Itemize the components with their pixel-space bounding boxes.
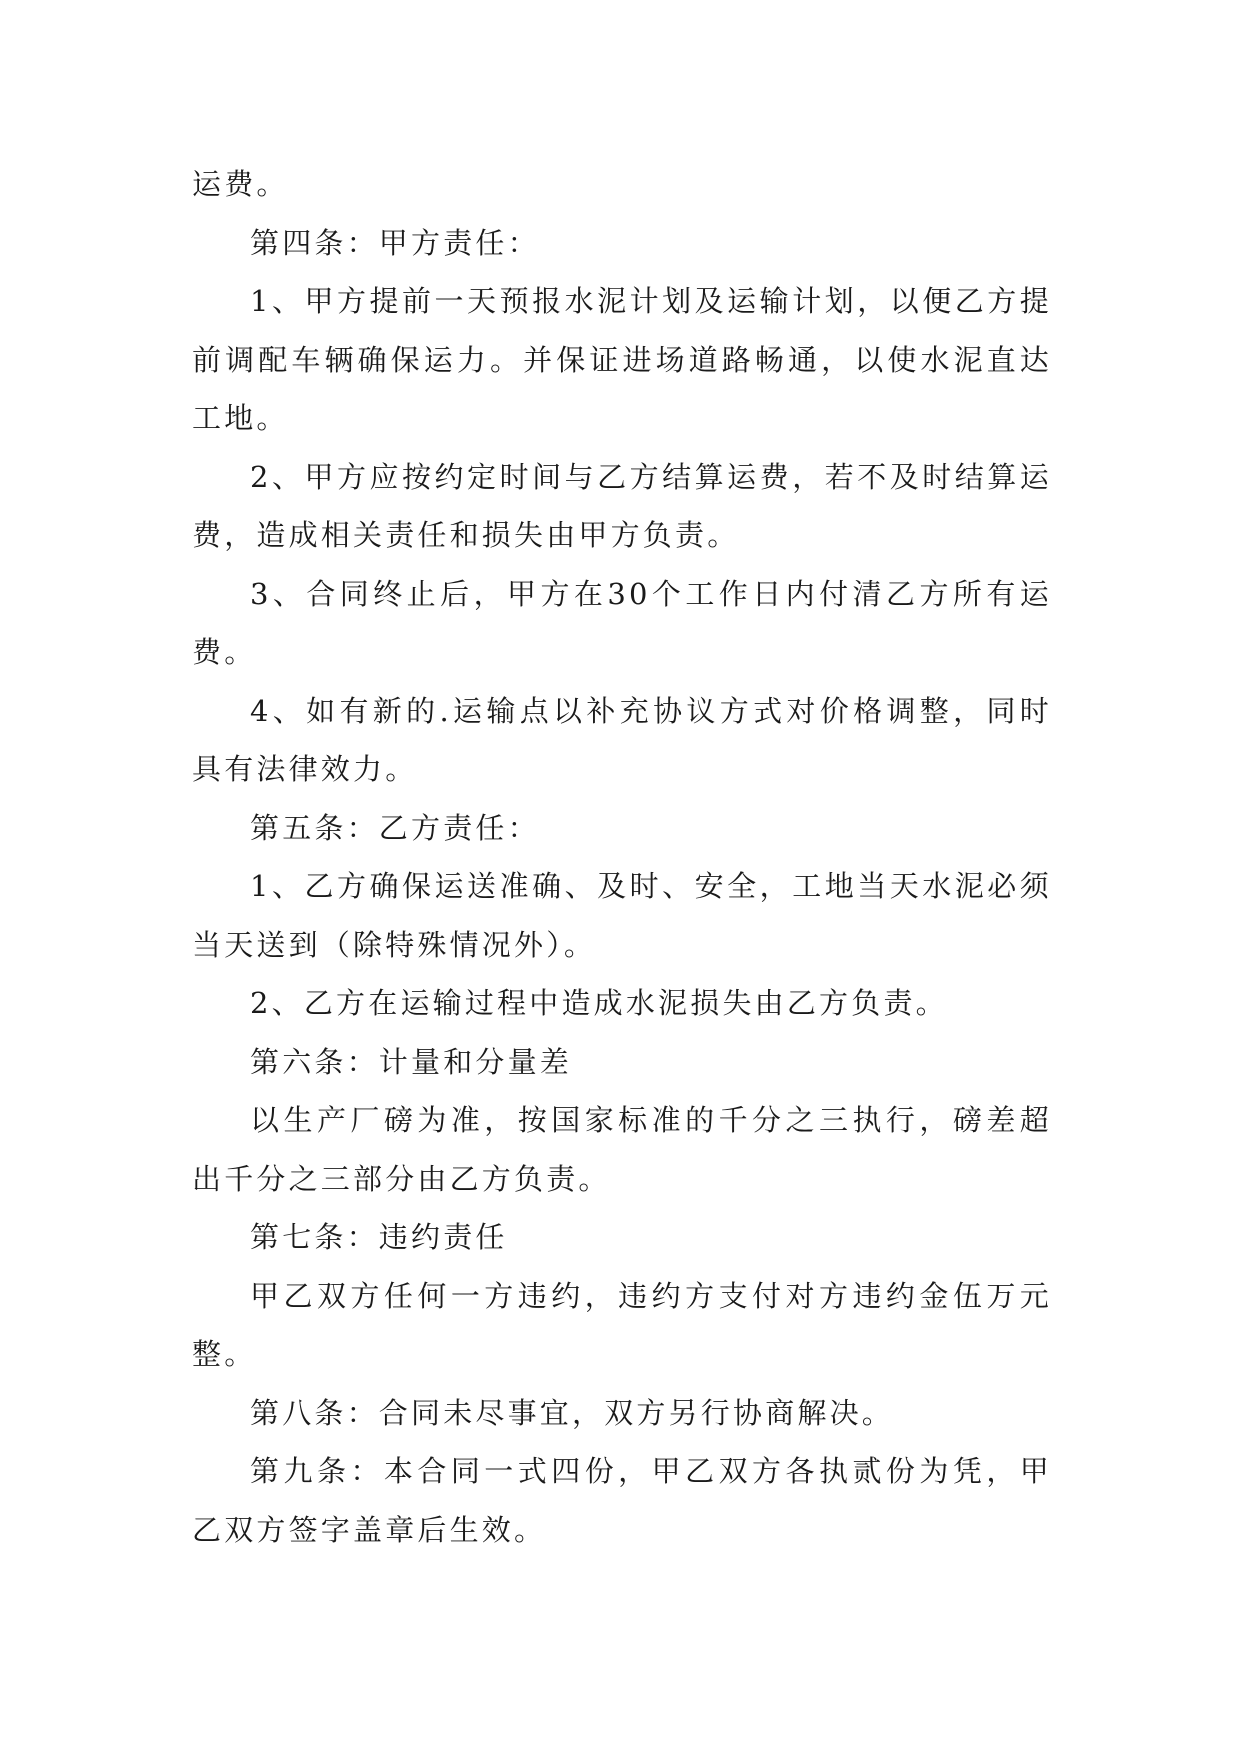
- article-4-item-2: 2、甲方应按约定时间与乙方结算运费，若不及时结算运费，造成相关责任和损失由甲方负责。: [192, 459, 1052, 552]
- article-6-body: 以生产厂磅为准，按国家标准的千分之三执行，磅差超出千分之三部分由乙方负责。: [192, 1103, 1052, 1196]
- article-7-heading: 第七条：违约责任: [250, 1220, 508, 1254]
- paragraph-continuation: 运费。: [192, 167, 289, 201]
- article-5-item-2: 2、乙方在运输过程中造成水泥损失由乙方负责。: [250, 986, 948, 1020]
- document-body: [192, 155, 1052, 1559]
- article-5-heading: 第五条：乙方责任：: [250, 810, 540, 845]
- article-9: 第九条：本合同一式四份，甲乙双方各执贰份为凭，甲乙双方签字盖章后生效。: [192, 1454, 1052, 1547]
- article-8: 第八条：合同未尽事宜，双方另行协商解决。: [250, 1395, 895, 1430]
- article-4-item-4: 4、如有新的.运输点以补充协议方式对价格调整，同时具有法律效力。: [192, 693, 1052, 786]
- article-5-item-1: 1、乙方确保运送准确、及时、安全，工地当天水泥必须当天送到（除特殊情况外）。: [192, 869, 1052, 962]
- article-4-heading: 第四条：甲方责任：: [250, 225, 540, 260]
- article-4-item-3: 3、合同终止后，甲方在30个工作日内付清乙方所有运费。: [192, 576, 1052, 669]
- article-4-item-1: 1、甲方提前一天预报水泥计划及运输计划，以便乙方提前调配车辆确保运力。并保证进场道路畅通，以使水泥直达工地。: [192, 284, 1052, 435]
- article-6-heading: 第六条：计量和分量差: [250, 1044, 573, 1079]
- article-7-body: 甲乙双方任何一方违约，违约方支付对方违约金伍万元整。: [192, 1278, 1052, 1371]
